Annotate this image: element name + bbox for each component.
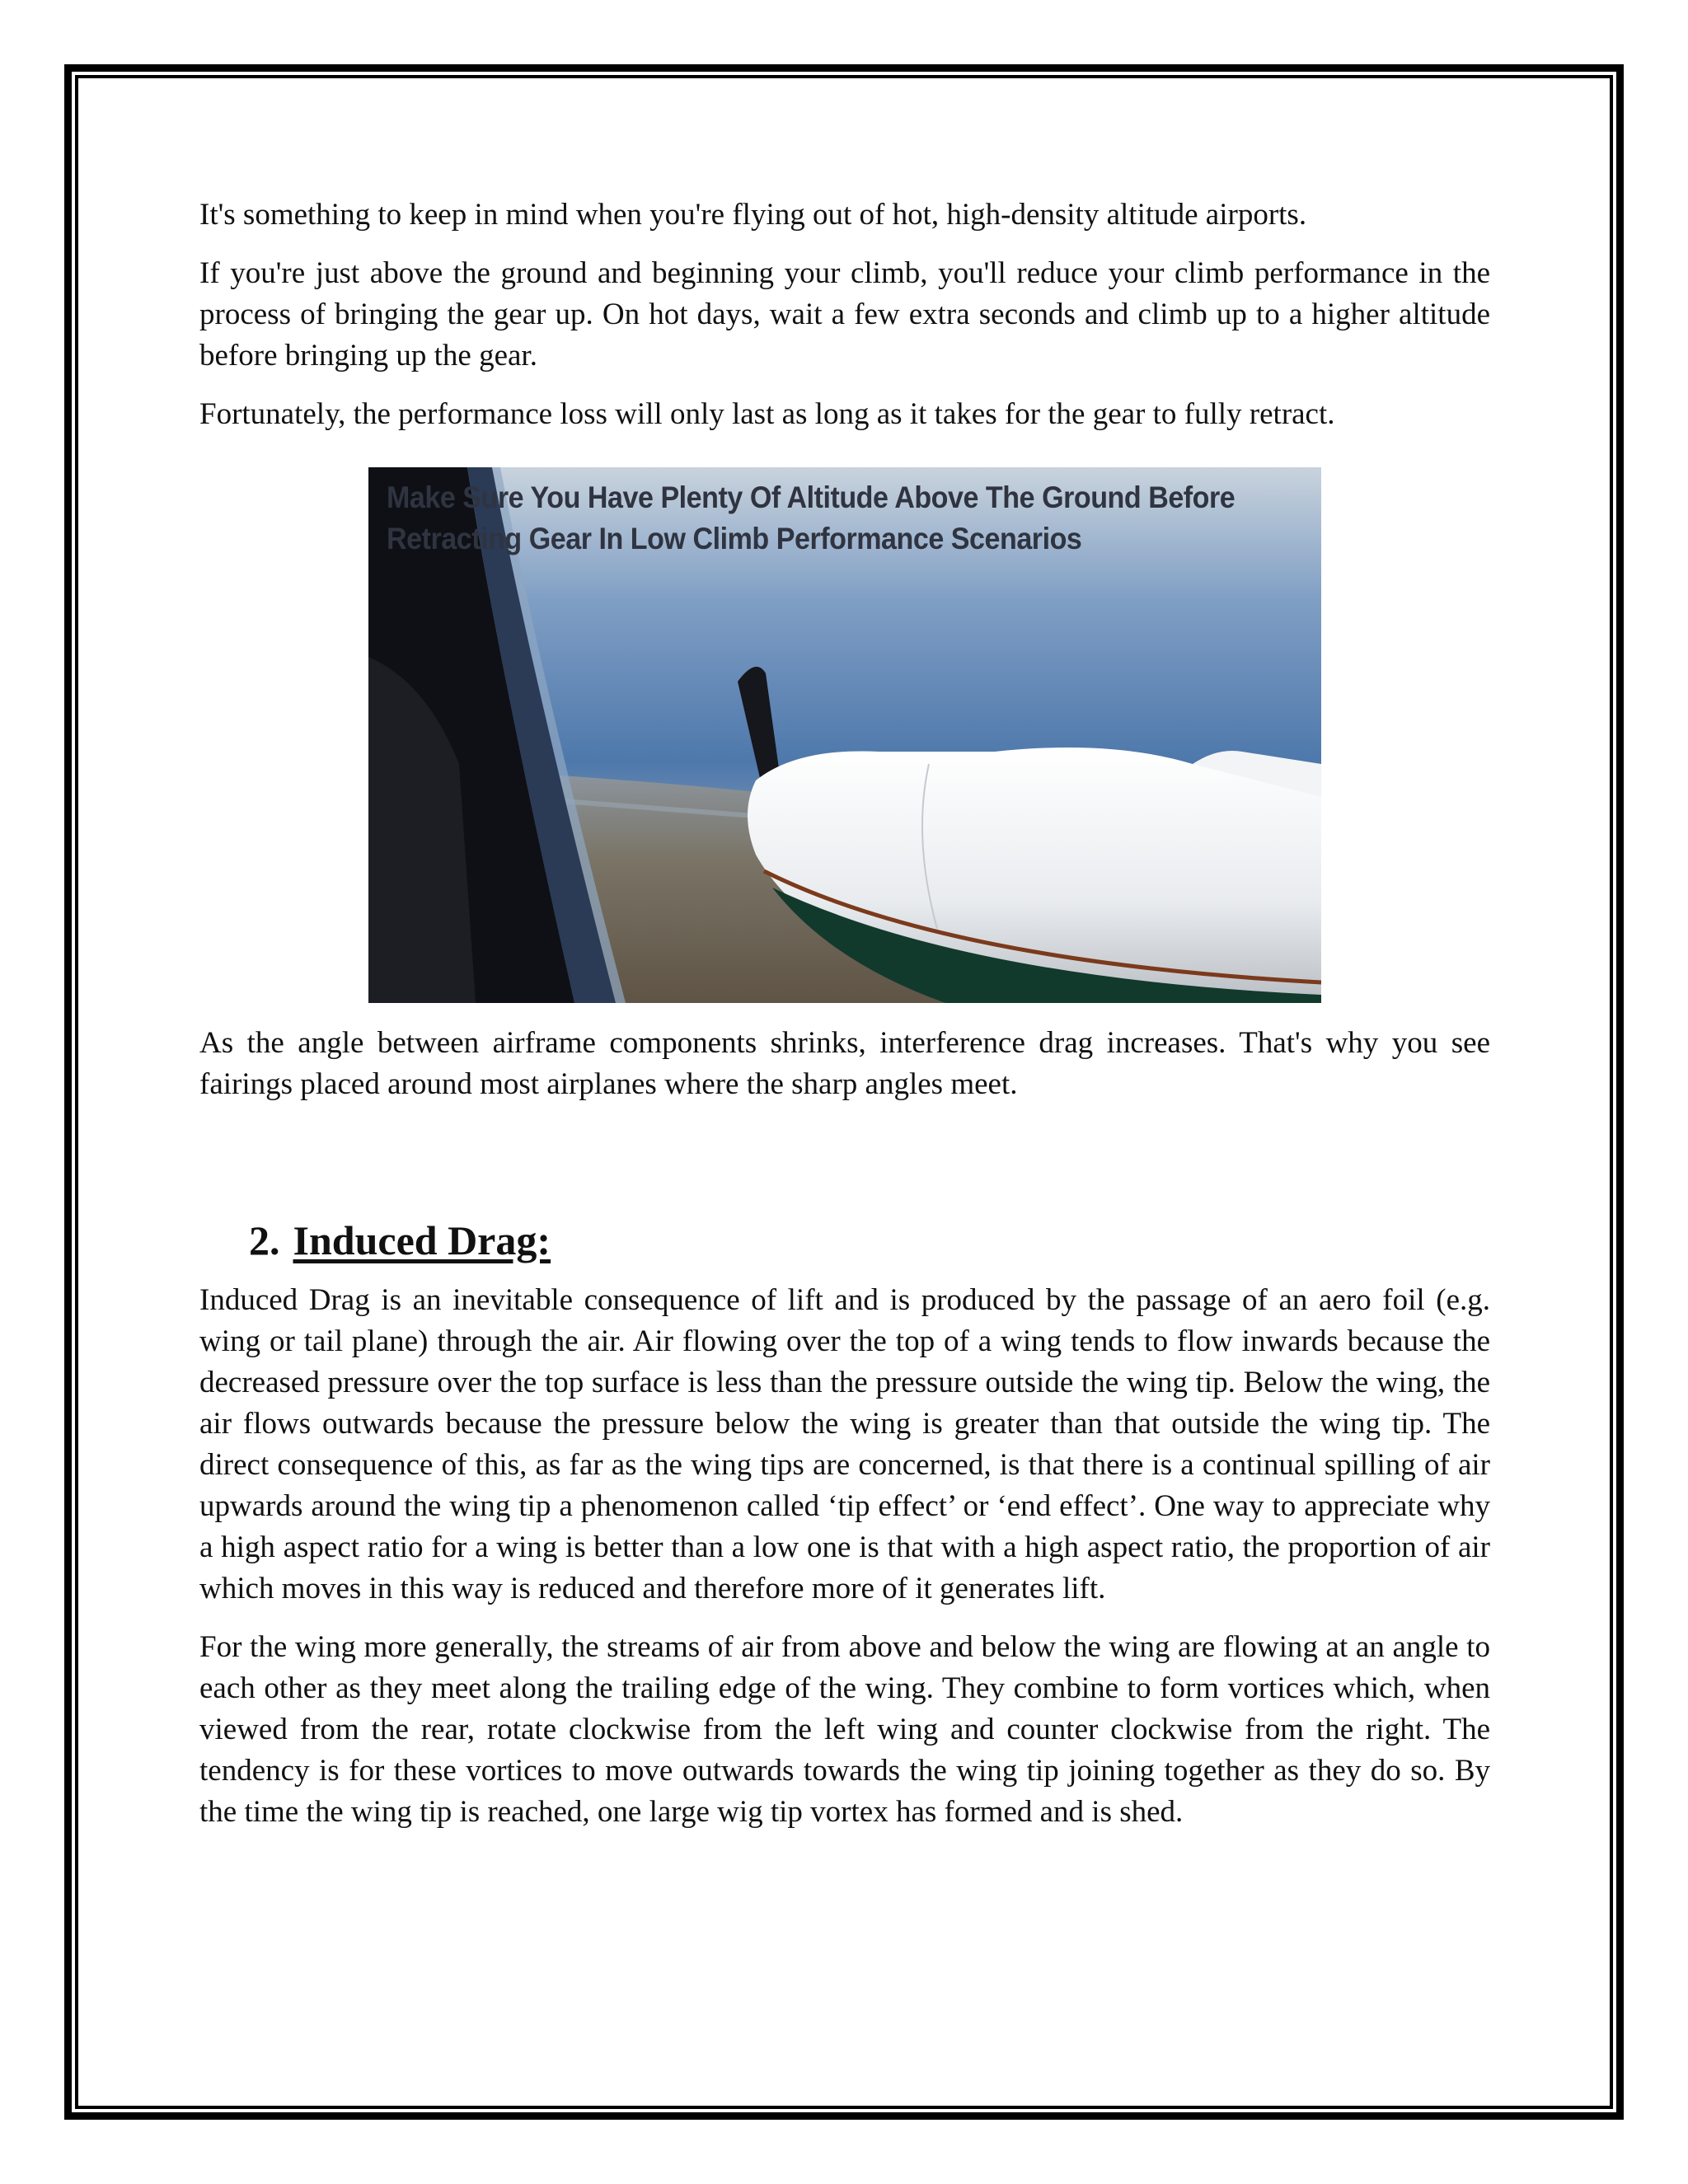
cockpit-photo [368, 467, 1321, 1003]
photo-caption-line-2: Retracting Gear In Low Climb Performance Scenarios [387, 522, 1082, 555]
paragraph-performance-loss: Fortunately, the performance loss will only last as long as it takes for the gear to fully retract. [199, 397, 1335, 431]
paragraph-induced-drag: Induced Drag is an inevitable consequence of lift and is produced by the passage of an aero foil (e.g. wing or tail plane) through the air. Air flowing over the top of a wing tends to flow inwards because the decreased pressure over the top surface is less than the pressure outside the wing tip. Below the wing, the air flows outwards because the pressure below the wing is greater than that outside the wing tip. The direct consequence of this, as far as the wing tips are concerned, is that there is a continual spilling of air upwards around the wing tip a phenomenon called ‘tip effect’ or ‘end effect’. One way to appreciate why a high aspect ratio for a wing is better than a low one is that with a high aspect ratio, the proportion of air which moves in this way is reduced and therefore more of it generates lift. [199, 1283, 1490, 1605]
photo-caption [387, 477, 1259, 560]
paragraph-wing-vortices: For the wing more generally, the streams of air from above and below the wing are flowing at an angle to each other as they meet along the trailing edge of the wing. They combine to form vortices which, when viewed from the rear, rotate clockwise from the left wing and counter clockwise from the right. The tendency is for these vortices to move outwards towards the wing tip joining together as they do so. By the time the wing tip is reached, one large wig tip vortex has formed and is shed. [199, 1630, 1490, 1829]
section-heading [249, 1216, 1490, 1265]
section-title: Induced Drag: [293, 1217, 551, 1263]
photo-caption-line-1: Make Sure You Have Plenty Of Altitude Above The Ground Before [387, 480, 1236, 514]
paragraph-climb-gear: If you're just above the ground and beginning your climb, you'll reduce your climb performance in the process of bringing the gear up. On hot days, wait a few extra seconds and climb up to a higher altitude before bringing up the gear. [199, 256, 1490, 373]
page-content [199, 194, 1490, 1850]
paragraph-hot-airports: It's something to keep in mind when you're flying out of hot, high-density altitude airports. [199, 198, 1307, 232]
paragraph-interference-drag: As the angle between airframe components shrinks, interference drag increases. That's why you see fairings placed around most airplanes where the sharp angles meet. [199, 1026, 1490, 1101]
section-number: 2. [249, 1217, 280, 1263]
